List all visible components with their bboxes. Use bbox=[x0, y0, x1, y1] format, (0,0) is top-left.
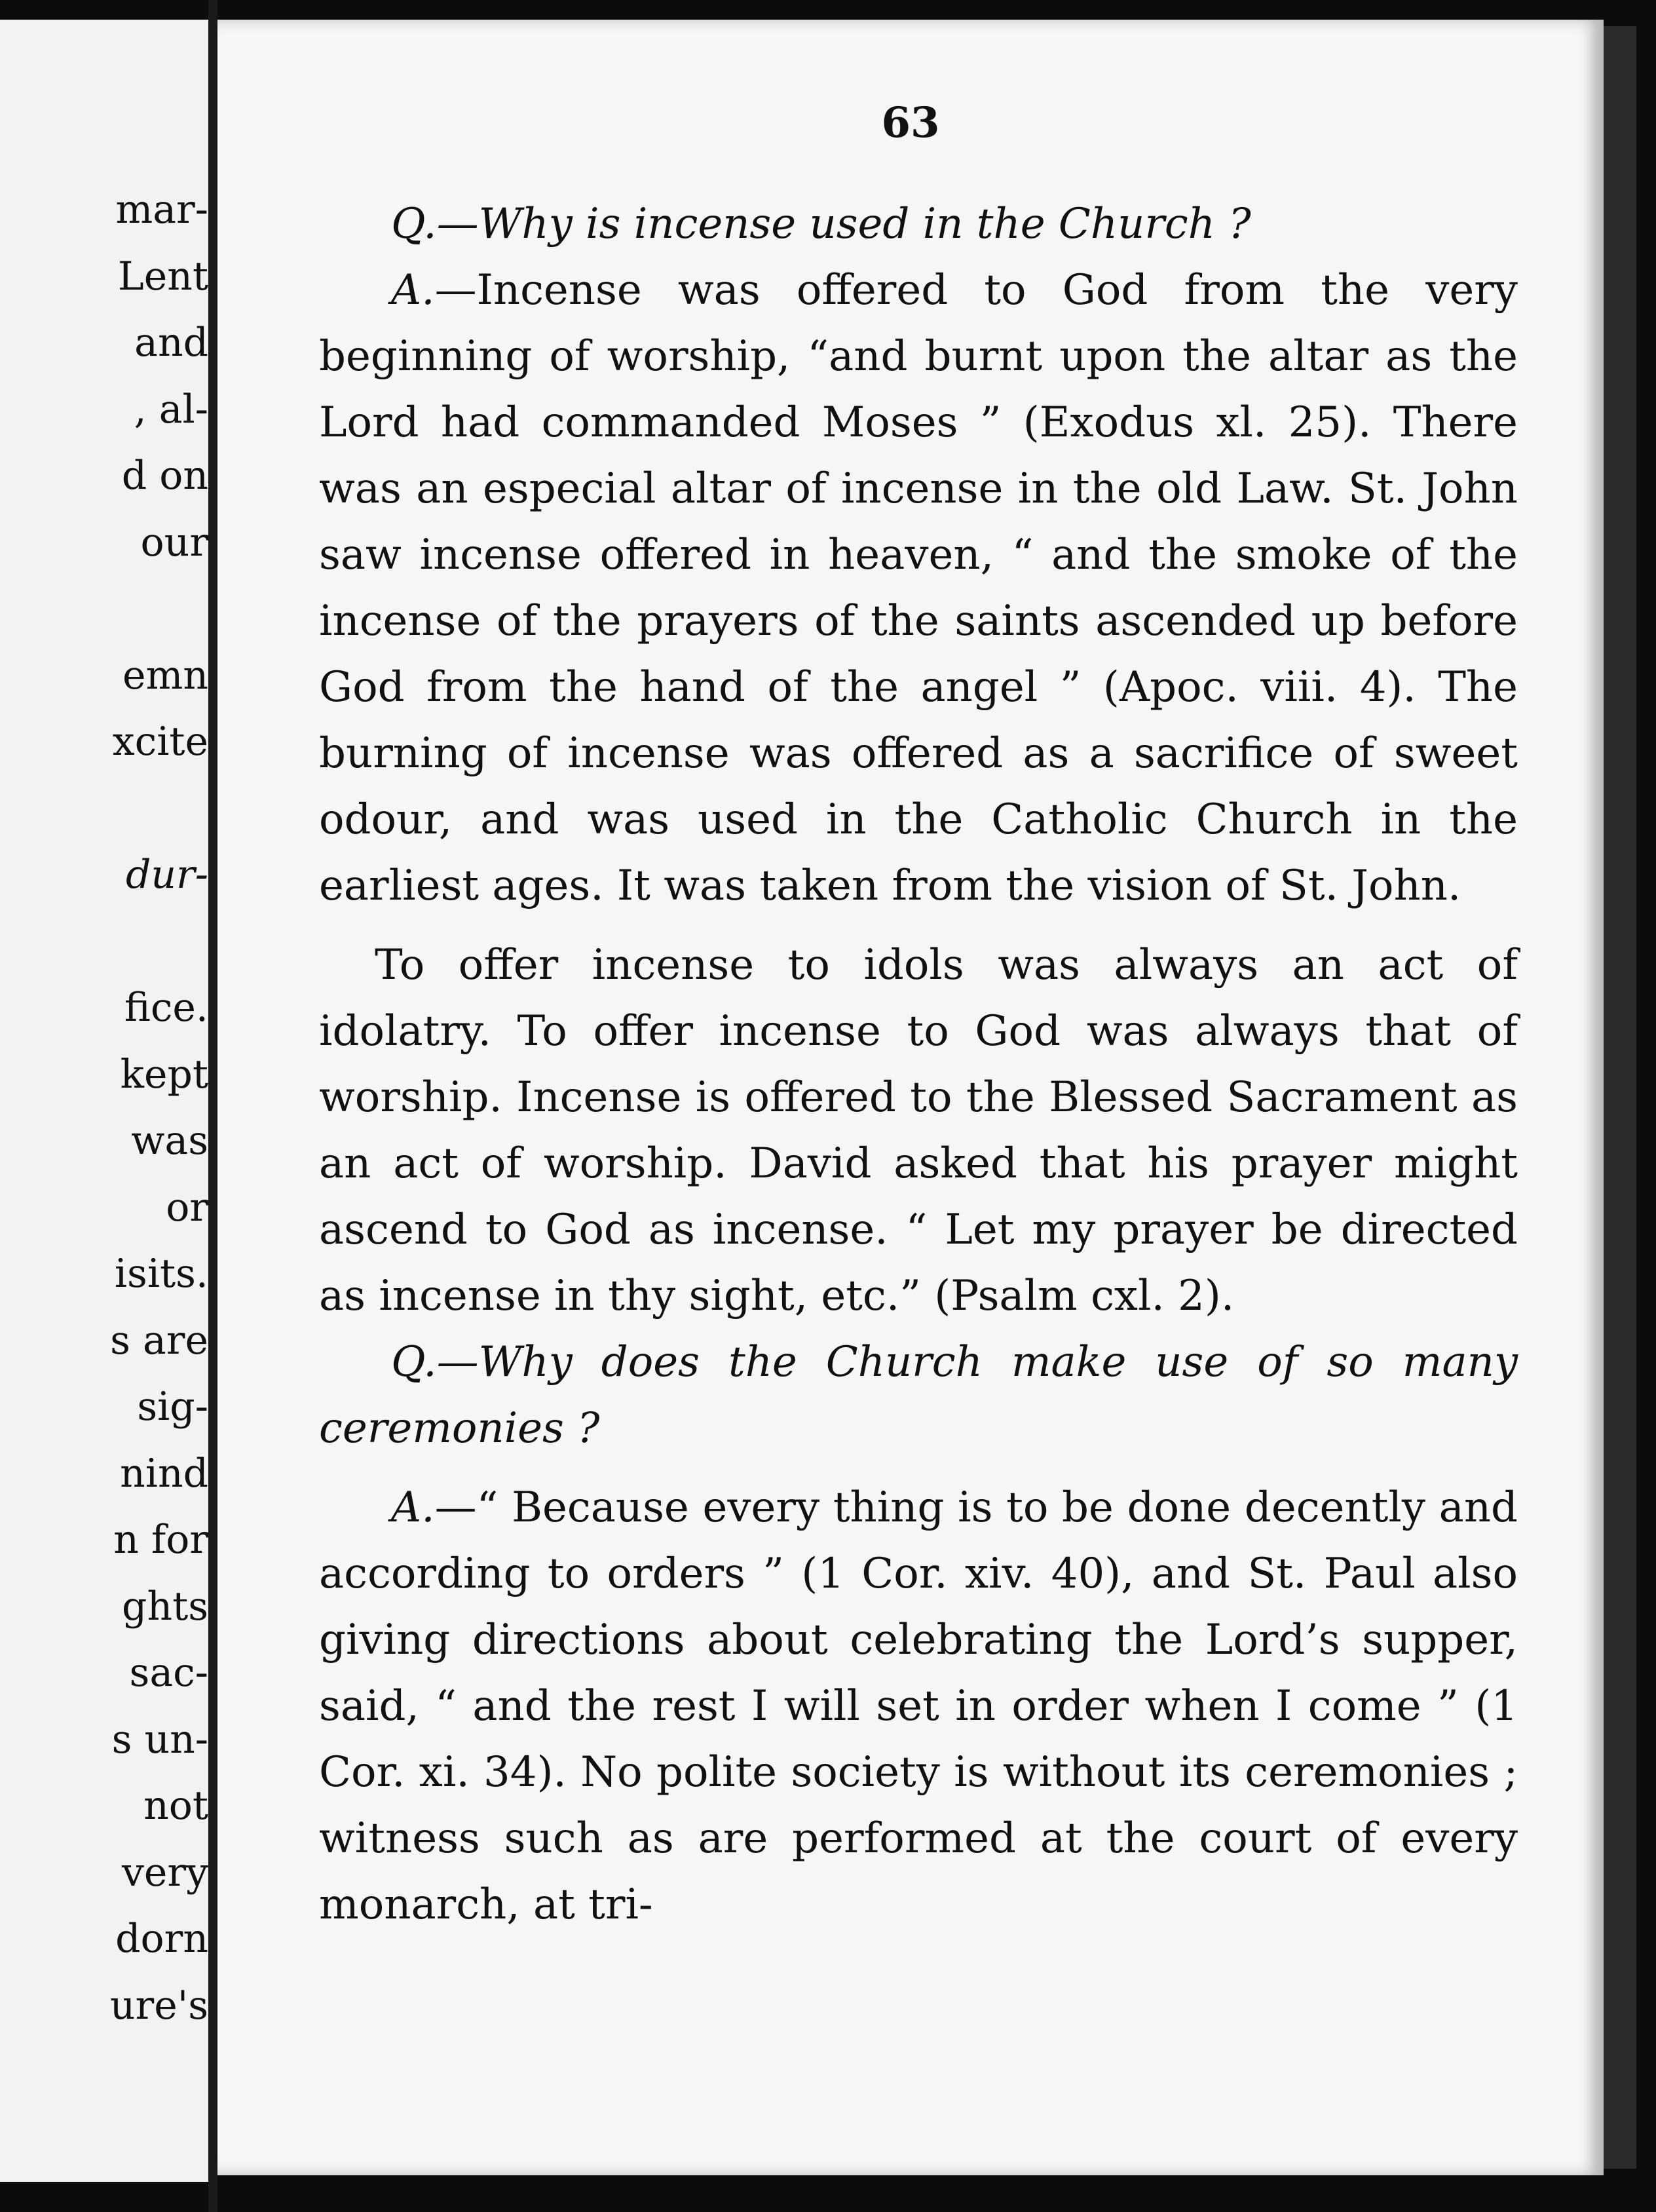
answer-2-label: A. bbox=[391, 1483, 435, 1532]
left-page-fragment: our bbox=[140, 519, 208, 565]
left-page-fragment: emn bbox=[122, 652, 208, 698]
paragraph-incense-idols: To offer incense to idols was always an act of idolatry. To offer incense to God was always that of worship. Incense is offered to the Blessed Sacrament as an act of worship. David asked that his prayer might ascend to God as incense. “ Let my prayer be directed as incense in thy sight, etc.” (Psalm cxl. 2). bbox=[319, 941, 1518, 1320]
left-page-fragment: sac- bbox=[129, 1650, 208, 1696]
left-page-fragment: , al- bbox=[134, 386, 208, 432]
left-page-fragment: fice. bbox=[124, 985, 208, 1031]
left-page-fragment: s are bbox=[110, 1317, 208, 1363]
right-page bbox=[217, 20, 1604, 2175]
left-page-fragment: ghts bbox=[122, 1583, 208, 1630]
page-body bbox=[319, 191, 1518, 1938]
question-1-text: —Why is incense used in the Church ? bbox=[436, 200, 1251, 248]
left-page-fragment: kept bbox=[120, 1051, 208, 1097]
question-1-label: Q. bbox=[391, 200, 437, 248]
answer-1-label: A. bbox=[391, 266, 435, 315]
left-page-fragment: not bbox=[143, 1783, 208, 1829]
left-page-fragment: dorn bbox=[115, 1916, 208, 1962]
left-page-fragment: very bbox=[122, 1849, 208, 1896]
question-2-text: —Why does the Church make use of so many ceremonies ? bbox=[319, 1338, 1518, 1453]
left-page-fragment: mar- bbox=[115, 187, 208, 233]
left-page-fragment: sig- bbox=[137, 1384, 208, 1430]
left-page-fragment: and bbox=[134, 320, 208, 366]
left-page-fragment: was bbox=[131, 1118, 208, 1164]
left-page-fragment: isits. bbox=[114, 1251, 208, 1297]
left-page-fragment bbox=[0, 576, 208, 643]
question-1 bbox=[319, 191, 1518, 257]
answer-2 bbox=[319, 1475, 1518, 1938]
page-edge-shadow bbox=[1604, 26, 1636, 2169]
answer-1-text: —Incense was offered to God from the very beginning of worship, “and burnt upon the altar as the Lord had commanded Moses ” (Exodus xl. 25). There was an especial altar of incense in the old Law. St. John saw incense offered in heaven, “ and the smoke of the incense of the prayers of the saints ascended up before God from the hand of the angel ” (Apoc. viii. 4). The burning of incense was offered as a sacrifice of sweet odour, and was used in the Catholic Church in the earliest ages. It was taken from the vision of St. John. bbox=[319, 266, 1518, 910]
left-page-fragment: nind bbox=[120, 1450, 208, 1497]
answer-1 bbox=[319, 257, 1518, 919]
book-gutter bbox=[208, 0, 217, 2212]
page-number: 63 bbox=[881, 98, 940, 147]
left-page-fragment: ure's bbox=[109, 1982, 208, 2029]
left-page-fragment bbox=[0, 776, 208, 843]
left-page-fragment: s un- bbox=[111, 1716, 208, 1763]
left-facing-page bbox=[0, 20, 208, 2182]
question-2-label: Q. bbox=[391, 1338, 437, 1386]
left-page-fragment bbox=[0, 909, 208, 976]
left-page-fragments bbox=[0, 177, 208, 2039]
left-page-fragment: xcite bbox=[112, 719, 208, 765]
question-2 bbox=[319, 1329, 1518, 1462]
left-page-fragment: Lent bbox=[117, 253, 208, 299]
left-page-fragment: d on bbox=[121, 453, 208, 499]
left-page-fragment: or bbox=[166, 1184, 208, 1230]
answer-2-text: —“ Because every thing is to be done decently and according to orders ” (1 Cor. xiv. 40), and St. Paul also giving directions about celebrating the Lord’s supper, said, “ and the rest I will set in order when I come ” (1 Cor. xi. 34). No polite society is without its ceremonies ; witness such as are performed at the court of every monarch, at tri- bbox=[319, 1483, 1518, 1929]
left-page-fragment: dur- bbox=[125, 852, 208, 898]
left-page-fragment: n for bbox=[113, 1517, 208, 1563]
